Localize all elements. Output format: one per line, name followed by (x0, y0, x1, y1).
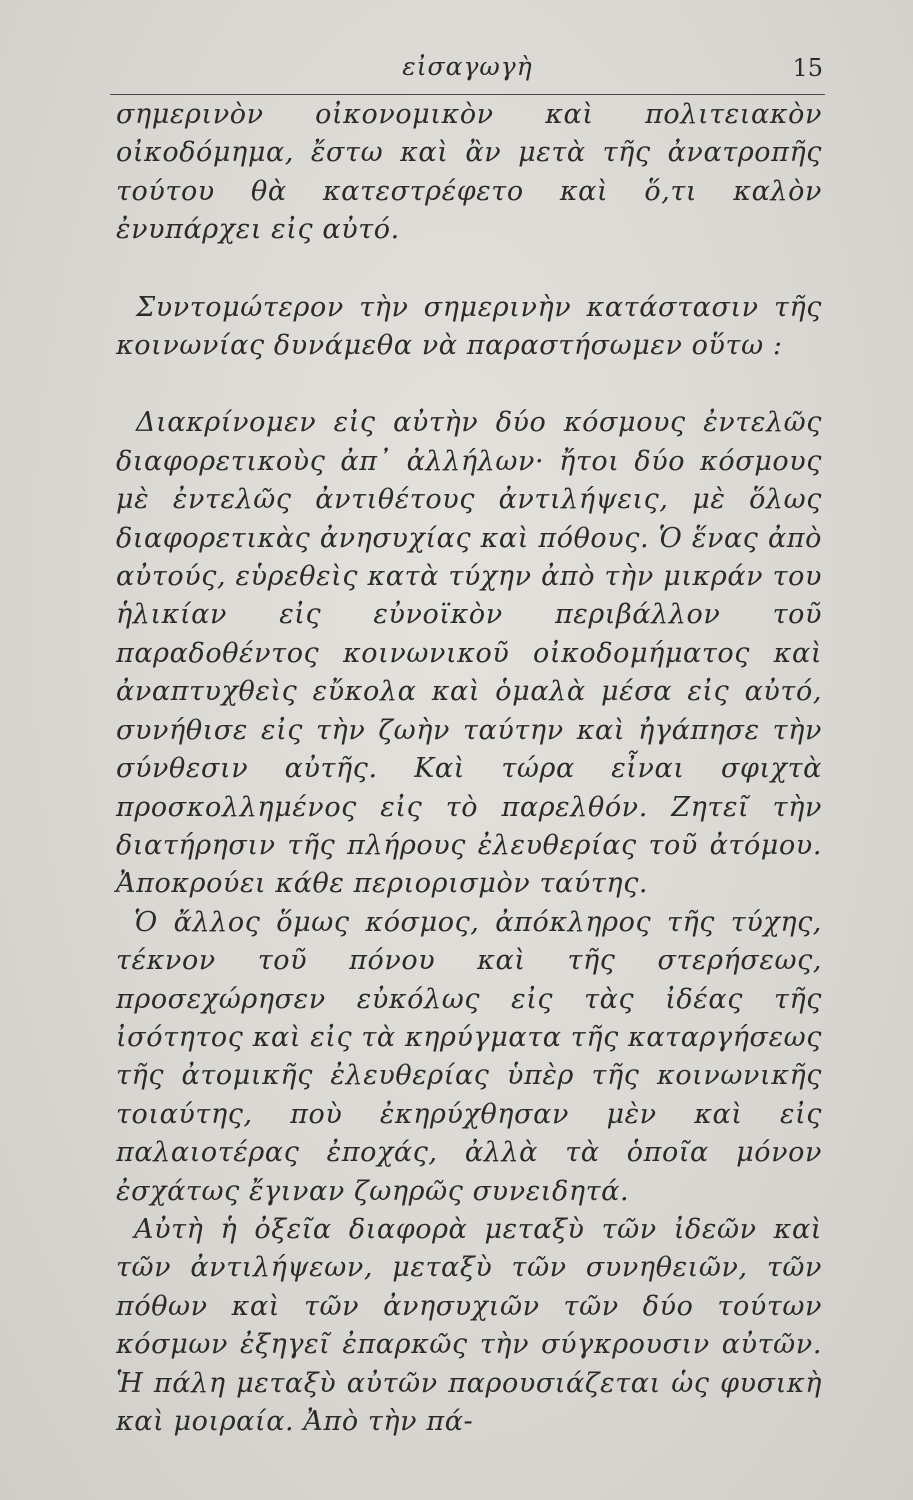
paragraph-conflict: Αὐτὴ ἡ ὀξεῖα διαφορὰ μεταξὺ τῶν ἰδεῶν καὶ τῶν ἀντιλήψεων, μεταξὺ τῶν συνηθειῶν, τῶν πόθων καὶ τῶν ἀνησυχιῶν τῶν δύο τούτων κόσμων ἐξηγεῖ ἐπαρκῶς τὴν σύγκρουσιν αὐτῶν. Ἡ πάλη μεταξὺ αὐτῶν παρουσιάζεται ὡς φυσικὴ καὶ μοιραία. Ἀπὸ τὴν πά- (116, 1213, 822, 1437)
running-header (110, 48, 825, 95)
body-text (116, 96, 822, 1441)
paragraph-other-world: Ὁ ἄλλος ὅμως κόσμος, ἀπόκληρος τῆς τύχης, τέκνον τοῦ πόνου καὶ τῆς στερήσεως, προσεχώρησεν εὐκόλως εἰς τὰς ἰδέας τῆς ἰσότητος καὶ εἰς τὰ κηρύγματα τῆς καταργήσεως τῆς ἀτομικῆς ἐλευθερίας ὑπὲρ τῆς κοινωνικῆς τοιαύτης, ποὺ ἐκηρύχθησαν μὲν καὶ εἰς παλαιοτέρας ἐποχάς, ἀλλὰ τὰ ὁποῖα μόνον ἐσχάτως ἔγιναν ζωηρῶς συνειδητά. (116, 906, 822, 1207)
header-title: εἰσαγωγὴ (402, 52, 533, 81)
paragraph-summary: Συντομώτερον τὴν σημερινὴν κατάστασιν τῆς κοινωνίας δυνάμεθα νὰ παραστήσωμεν οὕτω : (116, 291, 822, 362)
paragraph-two-worlds: Διακρίνομεν εἰς αὐτὴν δύο κόσμους ἐντελῶς διαφορετικοὺς ἀπ᾽ ἀλλήλων· ἤτοι δύο κόσμους μὲ ἐντελῶς ἀντιθέτους ἀντιλήψεις, μὲ ὅλως διαφορετικὰς ἀνησυχίας καὶ πόθους. Ὁ ἕνας ἀπὸ αὐτούς, εὑρεθεὶς κατὰ τύχην ἀπὸ τὴν μικράν του ἡλικίαν εἰς εὐνοϊκὸν περιβάλλον τοῦ παραδοθέντος κοινωνικοῦ οἰκοδομήματος καὶ ἀναπτυχθεὶς εὔκολα καὶ ὁμαλὰ μέσα εἰς αὐτό, συνήθισε εἰς τὴν ζωὴν ταύτην καὶ ἠγάπησε τὴν σύνθεσιν αὐτῆς. Καὶ τώρα εἶναι σφιχτὰ προσκολλημένος εἰς τὸ παρελθόν. Ζητεῖ τὴν διατήρησιν τῆς πλήρους ἐλευθερίας τοῦ ἀτόμου. Ἀποκρούει κάθε περιορισμὸν ταύτης. (116, 407, 822, 900)
paragraph-continuation: σημερινὸν οἰκονομικὸν καὶ πολιτειακὸν οἰκοδόμημα, ἔστω καὶ ἂν μετὰ τῆς ἀνατροπῆς τούτου θὰ κατεστρέφετο καὶ ὅ,τι καλὸν ἐνυπάρχει εἰς αὐτό. (116, 99, 822, 246)
page-number: 15 (792, 54, 823, 82)
